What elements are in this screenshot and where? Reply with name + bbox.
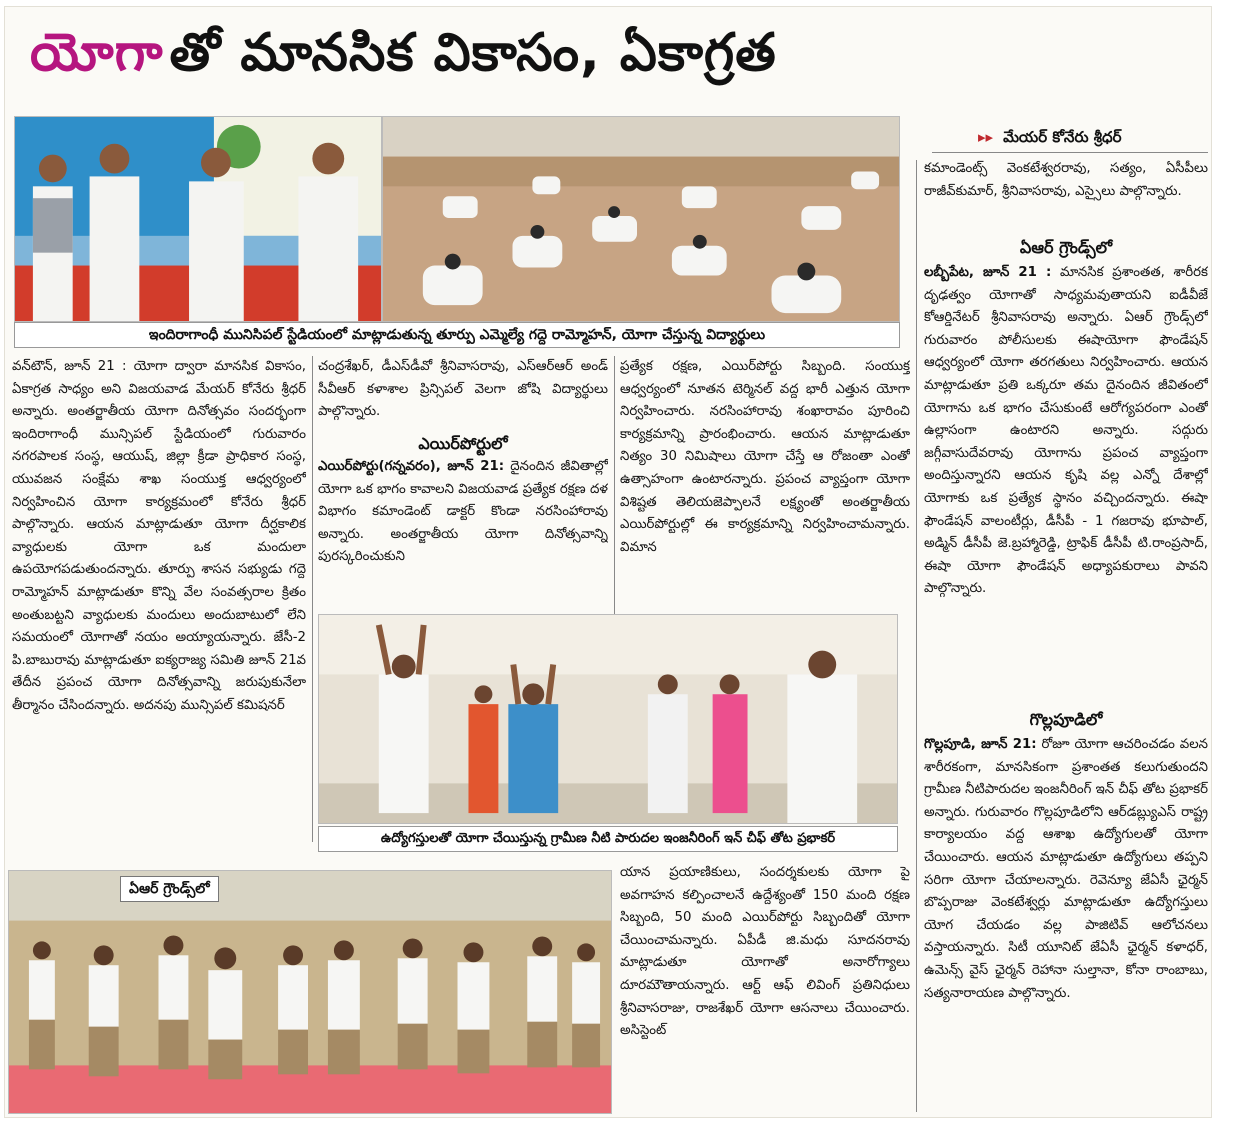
photo-tag-ar-grounds: ఏఆర్ గ్రౌండ్స్‌లో bbox=[120, 876, 219, 902]
photo-officials-graphic bbox=[319, 615, 897, 823]
subheading-gollapudi: గొల్లపూడిలో bbox=[1029, 710, 1103, 729]
column-4-top-text: కమాండెంట్స్ వెంకటేశ్వరరావు, సత్యం, ఏసీపీలు రాజీవ్‌కుమార్, శ్రీనివాసరావు, ఎస్సైలు పాల్గొన్నారు. bbox=[924, 161, 1208, 199]
photo-officials-yoga bbox=[318, 614, 898, 824]
dateline-airport: ఎయిర్‌పోర్టు(గన్నవరం), జూన్ 21: bbox=[318, 459, 505, 474]
double-arrow-icon: ▸▸ bbox=[978, 128, 994, 146]
column-3-top-text: ప్రత్యేక రక్షణ, ఎయిర్‌పోర్టు సిబ్బంది. సంయుక్త ఆధ్వర్యంలో నూతన టెర్మినల్ వద్ద భారీ ఎత్తున యోగా నిర్వహించారు. నరసింహారావు శంఖారావం పూరించి కార్యక్రమాన్ని ప్రారంభించారు. ఆయన మాట్లాడుతూ నిత్యం 30 నిమిషాలు యోగా చేస్తే ఆ రోజంతా ఎంతో ఉత్సాహంగా ఉంటారన్నారు. ప్రపంచ వ్యాప్తంగా యోగా విశిష్టత తెలియజెప్పాలనే లక్ష్యంతో అంతర్జాతీయ ఎయిర్‌పోర్టుల్లో ఈ కార్యక్రమాన్ని నిర్వహించామన్నారు. విమాన bbox=[620, 359, 910, 555]
photo-students-yoga bbox=[382, 116, 900, 322]
caption-middle-photo: ఉద్యోగస్తులతో యోగా చేయిస్తున్న గ్రామీణ నీటి పారుదల ఇంజనీరింగ్ ఇన్ చీఫ్ తోట ప్రభాకర్ bbox=[318, 826, 898, 852]
column-4-text-1 bbox=[924, 262, 1208, 601]
article-column-3-bottom bbox=[620, 862, 910, 1112]
photo-students-graphic bbox=[383, 117, 899, 321]
column-divider-1 bbox=[312, 356, 313, 842]
column-2-top-text: చంద్రశేఖర్, డీఎస్‌డీవో శ్రీనివాసరావు, ఎస్ఆర్ఆర్ అండ్ సీవీఆర్ కళాశాల ప్రిన్సిపల్ వెలగా జోషి విద్యార్థులు పాల్గొన్నారు. bbox=[318, 359, 608, 420]
column-2-text bbox=[318, 456, 608, 569]
column-4-body-2: రోజూ యోగా ఆచరించడం వలన శారీరకంగా, మానసికంగా ప్రశాంతత కలుగుతుందని గ్రామీణ నీటిపారుదల ఇంజనీరింగ్ ఇన్ చీఫ్ తోట ప్రభాకర్ అన్నారు. గురువారం గొల్లపూడిలోని ఆర్‌డబ్ల్యుఎస్ రాష్ట్ర కార్యాలయం వద్ద ఆశాఖ ఉద్యోగులతో యోగా చేయించారు. ఆయన మాట్లాడుతూ ఉద్యోగులు తప్పని సరిగా యోగా చేయాలన్నారు. రెవెన్యూ జేఏసీ ఛైర్మన్ బొప్పరాజు వెంకటేశ్వర్లు మాట్లాడుతూ ఉద్యోగస్తులు యోగ చేయడం వల్ల పాజిటివ్ ఆలోచనలు వస్తాయన్నారు. సిటీ యూనిట్ జేఏసీ ఛైర్మన్ కళాధర్, ఉమెన్స్ వైస్ ఛైర్మన్ రెహానా సుల్తానా, కోనా రాంబాబు, సత్యనారాయణ పాల్గొన్నారు. bbox=[924, 737, 1208, 1001]
article-column-4-top bbox=[924, 158, 1208, 232]
photo-leaders-graphic bbox=[15, 117, 381, 321]
article-column-2-top bbox=[318, 356, 608, 432]
column-2-body: దైనందిన జీవితాల్లో యోగా ఒక భాగం కావాలని విజయవాడ ప్రత్యేక రక్షణ దళ విభాగం కమాండెంట్ డాక్టర్ కొండా నరసింహారావు అన్నారు. అంతర్జాతీయ యోగా దినోత్సవాన్ని పురస్కరించుకుని bbox=[318, 459, 608, 565]
caption-top-photos: ఇందిరాగాంధీ మునిసిపల్ స్టేడియంలో మాట్లాడుతున్న తూర్పు ఎమ్మెల్యే గద్దె రామ్మోహన్, యోగా చేస్తున్న విద్యార్థులు bbox=[14, 322, 900, 348]
article-column-4-part-1 bbox=[924, 262, 1208, 706]
article-column-2 bbox=[318, 456, 608, 614]
photo-ar-grounds-police bbox=[8, 870, 612, 1114]
subheading-airport: ఎయిర్‌పోర్టులో bbox=[418, 434, 508, 453]
headline-accent: యోగా bbox=[30, 22, 164, 83]
article-column-1 bbox=[12, 356, 306, 836]
article-column-3-top bbox=[620, 356, 910, 612]
article-column-4-part-2 bbox=[924, 734, 1208, 1112]
byline bbox=[978, 128, 1122, 150]
subheading-ar-grounds: ఏఆర్ గ్రౌండ్స్‌లో bbox=[1019, 238, 1113, 257]
column-divider-2 bbox=[614, 356, 615, 614]
column-4-text-2 bbox=[924, 734, 1208, 1005]
dateline-gollapudi: గొల్లపూడి, జూన్ 21: bbox=[924, 737, 1037, 752]
column-divider-3 bbox=[916, 160, 917, 1112]
byline-rule bbox=[932, 152, 1208, 153]
column-4-body-1: మానసిక ప్రశాంతత, శారీరక దృఢత్వం యోగాతో సాధ్యమవుతాయని ఐడీవీజే కోఆర్డినేటర్ శ్రీనివాసరావు అన్నారు. ఏఆర్ గ్రౌండ్స్‌లో గురువారం పోలీసులకు ఈషాయోగా ఫౌండేషన్ ఆధ్వర్యంలో యోగా తరగతులు నిర్వహించారు. ఆయన మాట్లాడుతూ ప్రతి ఒక్కరూ తమ దైనందిన జీవితంలో యోగాను ఒక భాగం చేసుకుంటే ఆరోగ్యపరంగా ఎంతో ఉల్లాసంగా ఉంటారని అన్నారు. సద్గురు జగ్గీవాసుదేవరావు యోగాను ప్రపంచ వ్యాప్తంగా అందిస్తున్నారని ఆయన కృషి వల్ల ఎన్నో దేశాల్లో యోగాకు ఒక ప్రత్యేక స్థానం వచ్చిందన్నారు. ఈషా ఫౌండేషన్ వాలంటీర్లు, డీసీపీ - 1 గజరావు భూపాల్, అడ్మిన్ డీసీపీ జె.బ్రహ్మారెడ్డి, ట్రాఫిక్ డీసీపీ టి.రాంప్రసాద్, ఈషా యోగా ఫౌండేషన్ అధ్యాపకురాలు పావని పాల్గొన్నారు. bbox=[924, 265, 1208, 597]
byline-name: మేయర్ కోనేరు శ్రీధర్ bbox=[1003, 128, 1122, 146]
photo-ar-grounds-graphic bbox=[9, 871, 611, 1113]
column-3-bottom-text: యాన ప్రయాణికులు, సందర్శకులకు యోగా పై అవగాహన కల్పించాలనే ఉద్దేశ్యంతో 150 మంది రక్షణ సిబ్బంది, 50 మంది ఎయిర్‌పోర్టు సిబ్బందితో యోగా చేయించామన్నారు. ఏపీడీ జి.మధు సూదనరావు మాట్లాడుతూ యోగాతో అనారోగ్యాలు దూరమౌతాయన్నారు. ఆర్ట్ ఆఫ్ లివింగ్ ప్రతినిధులు శ్రీనివాసరాజు, రాజశేఖర్ యోగా ఆసనాలు చేయించారు. అసిస్టెంట్ bbox=[620, 865, 910, 1039]
dateline-labbipet: లబ్బీపేట, జూన్ 21 : bbox=[924, 265, 1052, 280]
photo-leaders-on-stage bbox=[14, 116, 382, 322]
column-1-text: వన్‌టౌన్, జూన్ 21 : యోగా ద్వారా మానసిక వికాసం, ఏకాగ్రత సాధ్యం అని విజయవాడ మేయర్ కోనేరు శ్రీధర్ అన్నారు. అంతర్జాతీయ యోగా దినోత్సవం సందర్భంగా ఇందిరాగాంధీ మున్సిపల్ స్టేడియంలో గురువారం నగరపాలక సంస్థ, ఆయుష్, జిల్లా క్రీడా ప్రాధికార సంస్థ, యువజన సంక్షేమ శాఖ సంయుక్త ఆధ్వర్యంలో నిర్వహించిన యోగా కార్యక్రమంలో కోనేరు శ్రీధర్ పాల్గొన్నారు. ఆయన మాట్లాడుతూ యోగా దీర్ఘకాలిక వ్యాధులకు యోగా ఒక మందులా ఉపయోగపడుతుందన్నారు. తూర్పు శాసన సభ్యుడు గద్దె రామ్మోహన్ మాట్లాడుతూ కొన్ని వేల సంవత్సరాల క్రితం అంతుబట్టని వ్యాధులకు మందులు అందుబాటులో లేని సమయంలో యోగాతో నయం అయ్యాయన్నారు. జేసీ-2 పి.బాబురావు మాట్లాడుతూ ఐక్యరాజ్య సమితి జూన్ 21వ తేదీన ప్రపంచ యోగా దినోత్సవాన్ని జరుపుకునేలా తీర్మానం చేసిందన్నారు. అదనపు మున్సిపల్ కమిషనర్ bbox=[12, 359, 306, 713]
headline bbox=[30, 20, 777, 98]
headline-main: తో మానసిక వికాసం, ఏకాగ్రత bbox=[169, 22, 777, 83]
